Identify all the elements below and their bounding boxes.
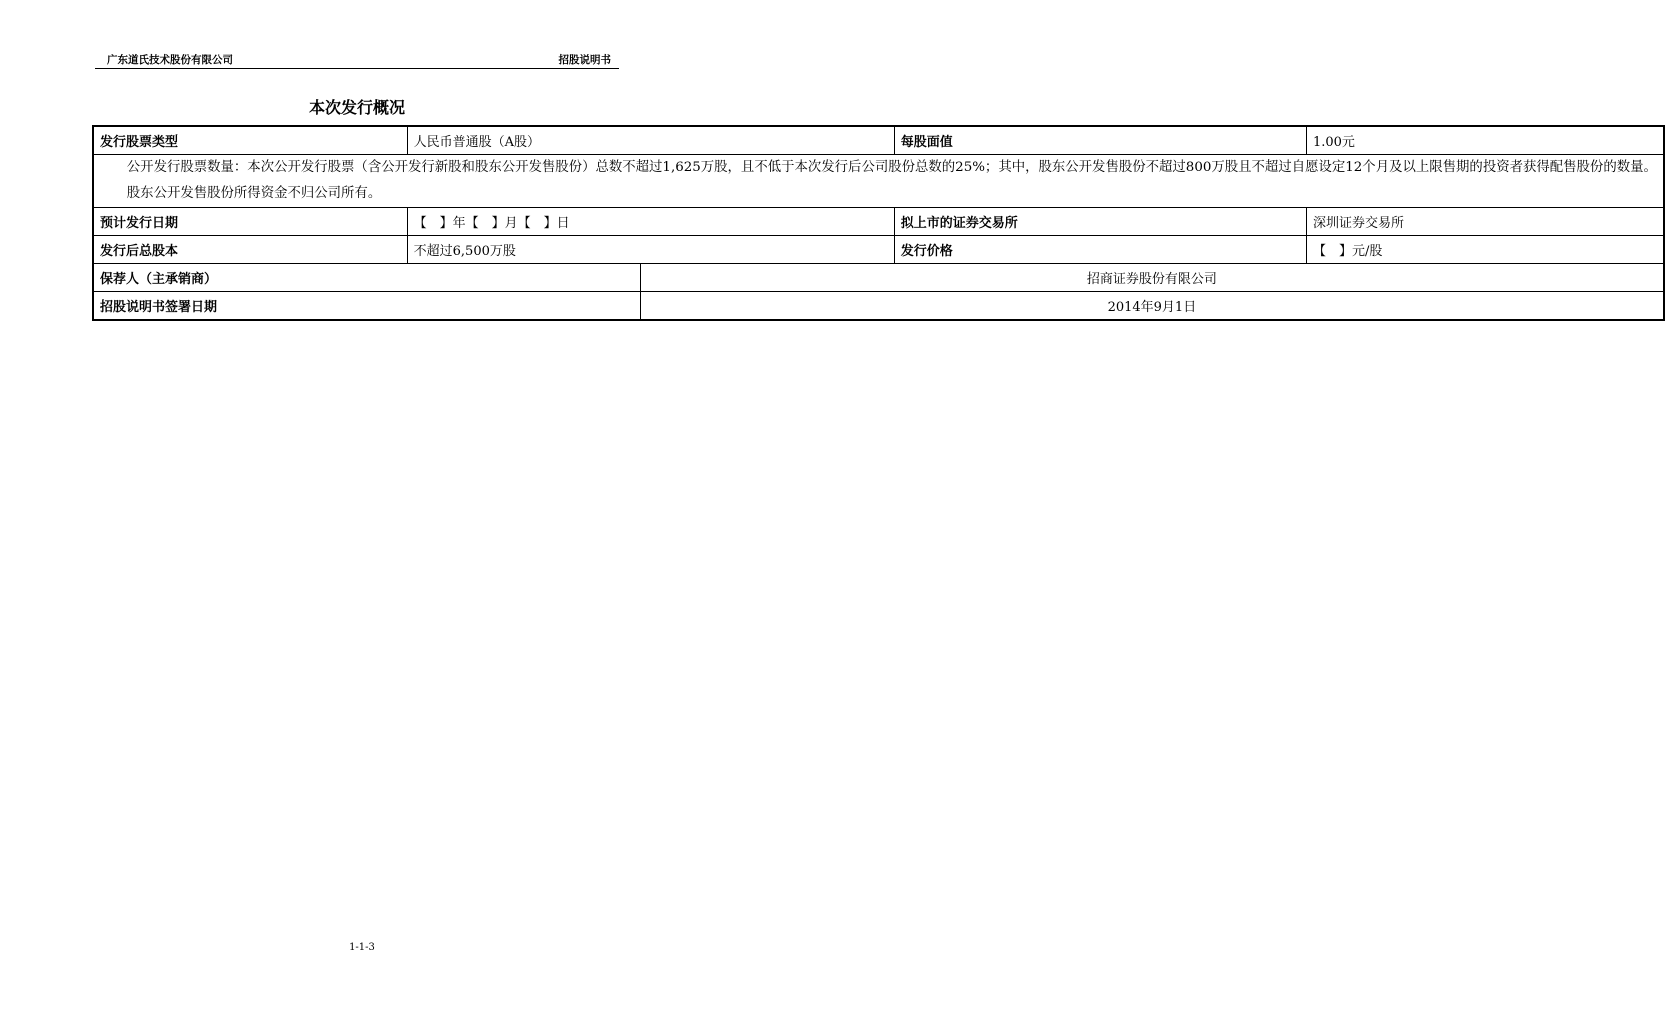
value-total-shares: 不超过6,500万股 [407, 236, 894, 264]
value-sponsor: 招商证券股份有限公司 [640, 264, 1664, 292]
table-row-signing-date [93, 292, 1664, 321]
label-issue-price: 发行价格 [894, 236, 1306, 264]
value-stock-type: 人民币普通股（A股） [407, 126, 894, 155]
label-signing-date: 招股说明书签署日期 [93, 292, 640, 321]
label-total-shares: 发行后总股本 [93, 236, 407, 264]
header-document-type: 招股说明书 [558, 54, 611, 66]
table-row-sponsor [93, 264, 1664, 292]
label-stock-exchange: 拟上市的证券交易所 [894, 208, 1306, 236]
value-issue-price: 【 】元/股 [1306, 236, 1663, 264]
offering-quantity-paragraph: 公开发行股票数量：本次公开发行股票（含公开发行新股和股东公开发售股份）总数不超过1,625万股，且不低于本次发行后公司股份总数的25%；其中，股东公开发售股份不超过800万股且不超过自愿设定12个月及以上限售期的投资者获得配售股份的数量。 [126, 160, 1657, 175]
label-par-value: 每股面值 [894, 126, 1306, 155]
value-par-value: 1.00元 [1306, 126, 1663, 155]
header-company-name: 广东道氏技术股份有限公司 [107, 54, 233, 66]
offering-description-cell [93, 155, 1664, 208]
value-signing-date: 2014年9月1日 [640, 292, 1664, 321]
table-row-stock-type [93, 126, 1664, 155]
label-stock-type: 发行股票类型 [93, 126, 407, 155]
table-row-description [93, 155, 1664, 208]
page-title: 本次发行概况 [308, 98, 405, 117]
table-row-total-shares [93, 236, 1664, 264]
table-row-issue-date [93, 208, 1664, 236]
page-number: 1-1-3 [349, 942, 375, 953]
value-issue-date: 【 】年【 】月【 】日 [407, 208, 894, 236]
value-stock-exchange: 深圳证券交易所 [1306, 208, 1663, 236]
proceeds-paragraph: 股东公开发售股份所得资金不归公司所有。 [126, 186, 382, 201]
label-sponsor: 保荐人（主承销商） [93, 264, 640, 292]
label-issue-date: 预计发行日期 [93, 208, 407, 236]
offering-overview-table [92, 125, 1665, 321]
page-header [95, 50, 619, 69]
